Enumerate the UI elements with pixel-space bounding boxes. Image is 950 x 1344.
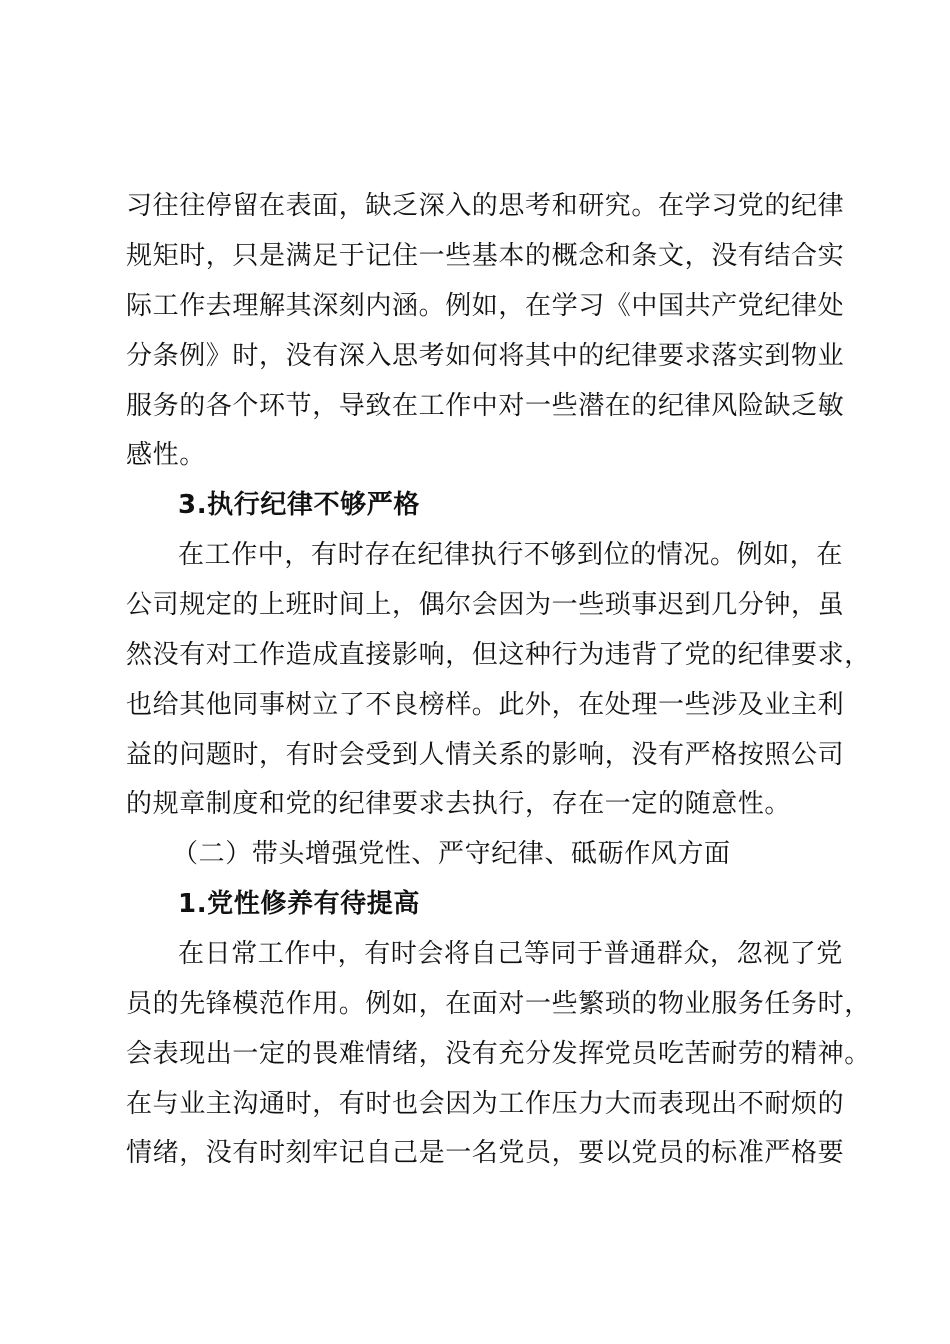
paragraph-2-line-2: 公司规定的上班时间上，偶尔会因为一些琐事迟到几分钟，虽: [126, 590, 845, 620]
paragraph-3-line-3: 会表现出一定的畏难情绪，没有充分发挥党员吃苦耐劳的精神。: [126, 1039, 871, 1069]
paragraph-1-line-6: 感性。: [126, 440, 206, 470]
paragraph-2-line-6: 的规章制度和党的纪律要求去执行，存在一定的随意性。: [126, 789, 792, 819]
paragraph-1-line-1: 习往往停留在表面，缺乏深入的思考和研究。在学习党的纪律: [126, 191, 845, 221]
heading-execute-discipline: 3.执行纪律不够严格: [178, 490, 420, 520]
heading-party-cultivation: 1.党性修养有待提高: [178, 889, 420, 919]
paragraph-1-line-5: 服务的各个环节，导致在工作中对一些潜在的纪律风险缺乏敏: [126, 391, 845, 421]
paragraph-3-line-5: 情绪，没有时刻牢记自己是一名党员，要以党员的标准严格要: [126, 1138, 845, 1168]
paragraph-1-line-4: 分条例》时，没有深入思考如何将其中的纪律要求落实到物业: [126, 341, 845, 371]
section-2-title: （二）带头增强党性、严守纪律、砥砺作风方面: [172, 839, 731, 869]
paragraph-2-line-4: 也给其他同事树立了不良榜样。此外，在处理一些涉及业主利: [126, 690, 845, 720]
paragraph-2-line-5: 益的问题时，有时会受到人情关系的影响，没有严格按照公司: [126, 740, 845, 770]
paragraph-2-line-1: 在工作中，有时存在纪律执行不够到位的情况。例如，在: [178, 540, 844, 570]
paragraph-3-line-1: 在日常工作中，有时会将自己等同于普通群众，忽视了党: [178, 939, 844, 969]
paragraph-3-line-2: 员的先锋模范作用。例如，在面对一些繁琐的物业服务任务时，: [126, 989, 871, 1019]
paragraph-2-line-3: 然没有对工作造成直接影响，但这种行为违背了党的纪律要求，: [126, 640, 871, 670]
paragraph-1-line-3: 际工作去理解其深刻内涵。例如，在学习《中国共产党纪律处: [126, 291, 845, 321]
paragraph-1-line-2: 规矩时，只是满足于记住一些基本的概念和条文，没有结合实: [126, 241, 845, 271]
paragraph-3-line-4: 在与业主沟通时，有时也会因为工作压力大而表现出不耐烦的: [126, 1089, 845, 1119]
